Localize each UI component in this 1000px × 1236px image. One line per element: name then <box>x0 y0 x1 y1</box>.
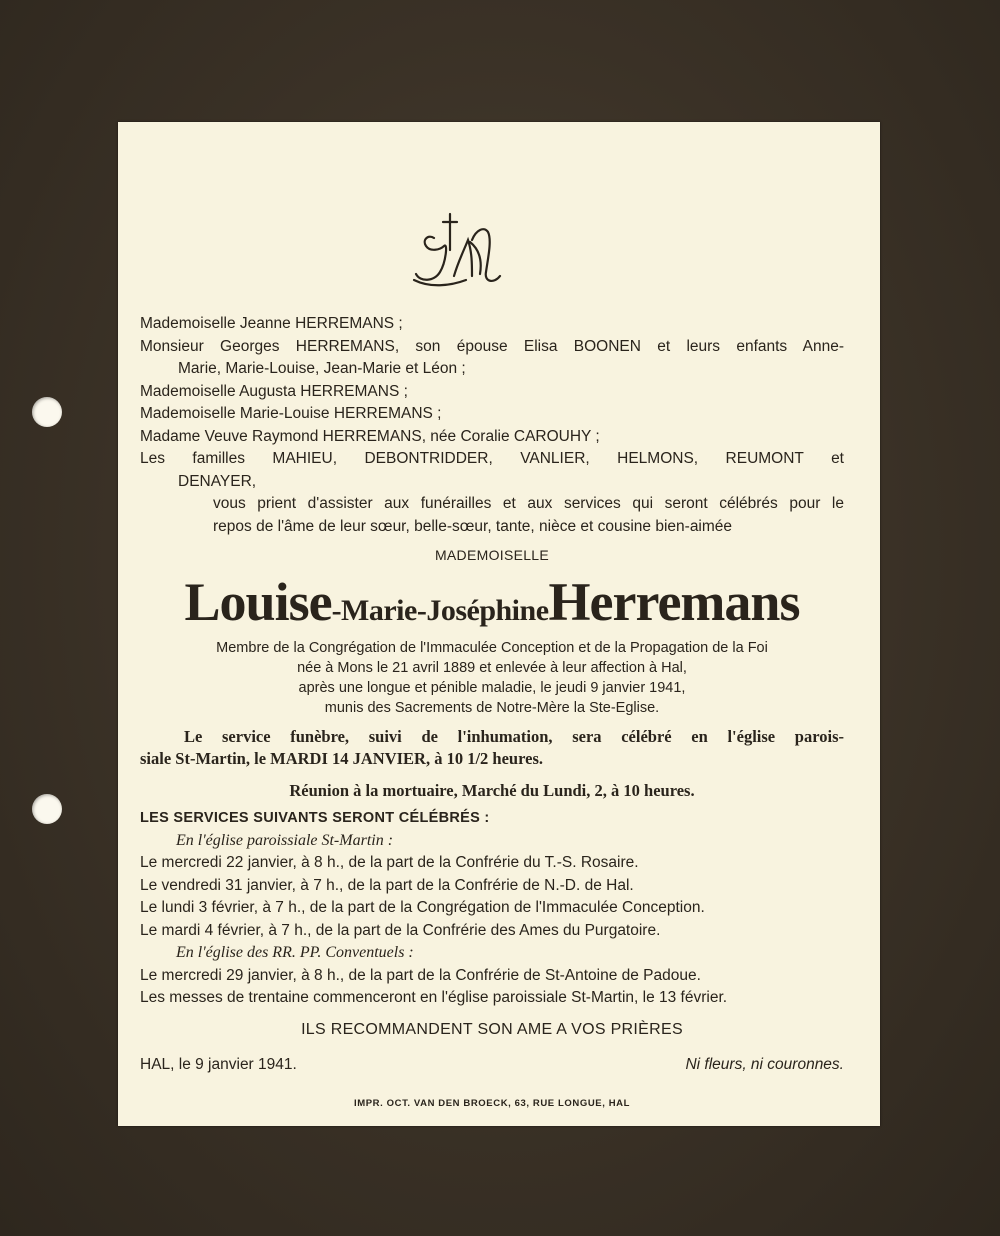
mass-line: Le lundi 3 février, à 7 h., de la part de la Congrégation de l'Immaculée Conception. <box>140 899 705 916</box>
services-list <box>140 807 844 1010</box>
mass-line: Le mercredi 29 janvier, à 8 h., de la part de la Confrérie de St-Antoine de Padoue. <box>140 966 701 984</box>
family-line: Madame Veuve Raymond HERREMANS, née Coralie CAROUHY ; <box>140 427 600 445</box>
name-last: Herremans <box>548 572 800 632</box>
family-line: Mademoiselle Augusta HERREMANS ; <box>140 382 408 400</box>
mass-line: Le vendredi 31 janvier, à 7 h., de la part de la Confrérie de N.-D. de Hal. <box>140 876 634 894</box>
service-line: Le service funèbre, suivi de l'inhumation, sera célébré en l'église parois- <box>184 727 844 746</box>
mass-line: Le mercredi 22 janvier, à 8 h., de la part de la Confrérie du T.-S. Rosaire. <box>140 854 639 871</box>
family-line: Mademoiselle Marie-Louise HERREMANS ; <box>140 405 442 422</box>
invitation-line: repos de l'âme de leur sœur, belle-sœur, tante, nièce et cousine bien-aimée <box>213 517 733 535</box>
cross-monogram-icon <box>410 210 506 292</box>
family-line: DENAYER, <box>178 472 257 490</box>
mass-line: Les messes de trentaine commenceront en l'église paroissiale St-Martin, le 13 février. <box>140 989 728 1006</box>
family-line: Monsieur Georges HERREMANS, son épouse Elisa BOONEN et leurs enfants Anne- <box>140 337 844 355</box>
honorific-title: MADEMOISELLE <box>434 547 550 563</box>
family-line: Mademoiselle Jeanne HERREMANS ; <box>140 315 403 332</box>
services-heading: LES SERVICES SUIVANTS SERONT CÉLÉBRÉS : <box>140 810 490 826</box>
name-first: Louise <box>184 572 332 632</box>
family-list <box>140 313 844 493</box>
church-heading: En l'église des RR. PP. Conventuels : <box>176 944 414 961</box>
service-line: siale St-Martin, le MARDI 14 JANVIER, à 10 1/2 heures. <box>140 749 544 768</box>
punch-hole-top <box>32 397 62 427</box>
invitation-text <box>213 493 844 538</box>
service-line: Réunion à la mortuaire, Marché du Lundi, 2, à 10 heures. <box>289 781 695 800</box>
no-flowers-note: Ni fleurs, ni couronnes. <box>685 1056 844 1073</box>
biography <box>140 638 844 718</box>
name-middle: -Marie-Joséphine <box>331 594 549 627</box>
invitation-line: vous prient d'assister aux funérailles et aux services qui seront célébrés pour le <box>213 495 844 512</box>
bio-line: après une longue et pénible maladie, le jeudi 9 janvier 1941, <box>298 680 686 696</box>
family-line: Les familles MAHIEU, DEBONTRIDDER, VANLIER, HELMONS, REUMONT et <box>140 450 844 467</box>
deceased-name <box>140 566 844 638</box>
bio-line: munis des Sacrements de Notre-Mère la Ste-Eglise. <box>324 700 660 716</box>
prayer-request: ILS RECOMMANDENT SON AME A VOS PRIÈRES <box>301 1021 683 1038</box>
punch-hole-bottom <box>32 794 62 824</box>
church-heading: En l'église paroissiale St-Martin : <box>176 831 394 849</box>
bio-line: née à Mons le 21 avril 1889 et enlevée à leur affection à Hal, <box>297 660 687 676</box>
mass-line: Le mardi 4 février, à 7 h., de la part de la Confrérie des Ames du Purgatoire. <box>140 921 661 939</box>
funeral-service <box>140 726 844 802</box>
place-date: HAL, le 9 janvier 1941. <box>140 1056 297 1073</box>
bio-line: Membre de la Congrégation de l'Immaculée Conception et de la Propagation de la Foi <box>216 640 768 656</box>
printer-imprint: IMPR. OCT. VAN DEN BROECK, 63, RUE LONGUE, HAL <box>353 1098 631 1109</box>
family-line: Marie, Marie-Louise, Jean-Marie et Léon ; <box>178 360 466 377</box>
